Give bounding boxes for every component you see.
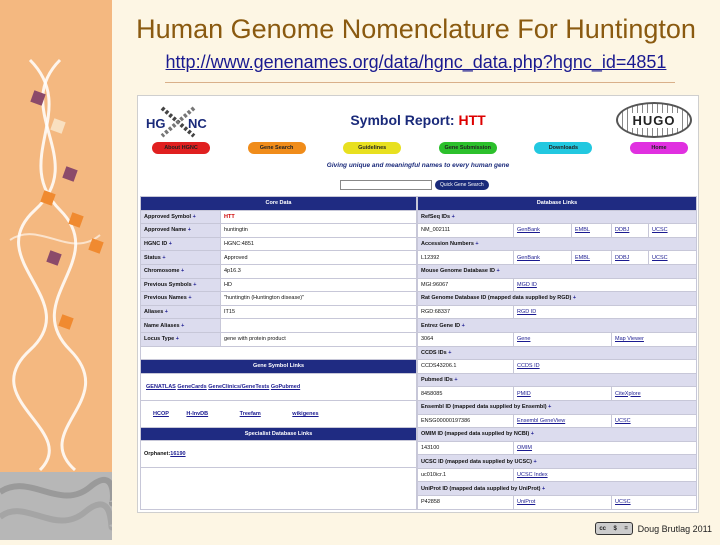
quick-search	[340, 180, 489, 190]
core-label	[141, 278, 221, 292]
logo-hg-text: HG	[146, 116, 166, 131]
genbank-link[interactable]: GenBank	[514, 224, 572, 238]
row-label: Previous Symbols	[144, 281, 192, 288]
map-viewer-link[interactable]: Map Viewer	[612, 332, 697, 346]
section-label: OMIM ID (mapped data supplied by NCBI)	[421, 431, 530, 438]
expand-plus[interactable]: +	[168, 241, 172, 248]
core-label	[141, 237, 221, 251]
title-divider	[165, 82, 675, 83]
creative-commons-icon: cc $ =	[595, 522, 633, 535]
section-label: Ensembl ID (mapped data supplied by Ensembl)	[421, 404, 547, 411]
ensembl-id: ENSG00000197386	[418, 414, 514, 428]
credit	[595, 522, 712, 535]
expand-plus[interactable]: +	[448, 349, 452, 356]
chromosome-value: 4p16.3	[221, 264, 417, 278]
swirl-graphic	[0, 472, 112, 540]
source-url-link[interactable]: http://www.genenames.org/data/hgnc_data.php?hgnc_id=4851	[165, 52, 667, 72]
nav-gene-search-button[interactable]: Gene Search	[248, 142, 306, 154]
ensembl-header	[418, 400, 697, 414]
row-label: Status	[144, 254, 161, 261]
accession-id: L12392	[418, 251, 514, 265]
rgd-link[interactable]: RGD ID	[514, 305, 697, 319]
expand-plus[interactable]: +	[188, 295, 192, 302]
nav-bar	[152, 142, 688, 154]
ccds-link[interactable]: CCDS ID	[514, 360, 697, 374]
hgnc-id-value: HGNC:4851	[221, 237, 417, 251]
uniprot-link[interactable]: UniProt	[514, 496, 612, 510]
database-links-table	[417, 196, 697, 510]
hcop-link[interactable]: HCOP	[153, 410, 169, 417]
section-label: Entrez Gene ID	[421, 322, 461, 329]
report-label: Symbol Report:	[350, 112, 455, 128]
hinvdb-link[interactable]: H-InvDB	[186, 410, 209, 417]
pubmed-header	[418, 373, 697, 387]
expand-plus[interactable]: +	[548, 404, 552, 411]
row-label: Aliases	[144, 309, 164, 316]
nav-guidelines-button[interactable]: Guidelines	[343, 142, 401, 154]
entrez-header	[418, 319, 697, 333]
hugo-logo	[616, 102, 692, 138]
core-label	[141, 210, 221, 224]
orphanet-row	[141, 441, 417, 468]
embl-link[interactable]: EMBL	[572, 251, 612, 265]
genatlas-link[interactable]: GENATLAS	[146, 383, 176, 390]
core-label	[141, 319, 221, 333]
row-label: Approved Name	[144, 227, 187, 234]
ucsc-link[interactable]: UCSC	[649, 251, 697, 265]
orphanet-link[interactable]: 16190	[170, 451, 186, 458]
expand-plus[interactable]: +	[192, 213, 196, 220]
pubmed-id: 8458085	[418, 387, 514, 401]
uniprot-id: P42858	[418, 496, 514, 510]
wikigenes-link[interactable]: wikigenes	[292, 410, 319, 417]
mgd-link[interactable]: MGD ID	[514, 278, 697, 292]
expand-plus[interactable]: +	[542, 485, 546, 492]
ucsc-link[interactable]: UCSC	[649, 224, 697, 238]
approved-name-value: huntingtin	[221, 224, 417, 238]
specialist-db-header: Specialist Database Links	[141, 427, 417, 441]
refseq-id: NM_002111	[418, 224, 514, 238]
status-value: Approved	[221, 251, 417, 265]
section-label: Rat Genome Database ID (mapped data supplied by RGD)	[421, 295, 572, 302]
expand-plus[interactable]: +	[164, 309, 169, 316]
ucsc-id: uc010icr.1	[418, 468, 514, 482]
expand-plus[interactable]: +	[530, 431, 534, 438]
ddbj-link[interactable]: DDBJ	[612, 224, 649, 238]
spacer-row	[141, 346, 417, 360]
ucsc-link[interactable]: UCSC	[612, 414, 697, 428]
refseq-header	[418, 210, 697, 224]
database-links-header: Database Links	[418, 197, 697, 211]
quick-search-button[interactable]: Quick Gene Search	[435, 180, 489, 190]
ensembl-geneview-link[interactable]: Ensembl GeneView	[514, 414, 612, 428]
previous-symbols-value: HD	[221, 278, 417, 292]
previous-names-value: "huntingtin (Huntington disease)"	[221, 292, 417, 306]
row-label: Approved Symbol	[144, 213, 192, 220]
ddbj-link[interactable]: DDBJ	[612, 251, 649, 265]
nav-about-button[interactable]: About HGNC	[152, 142, 210, 154]
credit-text: Doug Brutlag 2011	[637, 523, 712, 534]
core-label	[141, 332, 221, 346]
rgd-id: RGD:68337	[418, 305, 514, 319]
expand-plus[interactable]: +	[461, 322, 465, 329]
expand-plus[interactable]: +	[533, 458, 537, 465]
decorative-sidebar	[0, 0, 112, 540]
core-label	[141, 251, 221, 265]
expand-plus[interactable]: +	[454, 377, 458, 384]
section-label: Mouse Genome Database ID	[421, 268, 495, 275]
section-label: Pubmed IDs	[421, 377, 453, 384]
mgd-header	[418, 264, 697, 278]
nav-downloads-button[interactable]: Downloads	[534, 142, 592, 154]
row-label: Name Aliases	[144, 322, 180, 329]
citexplore-link[interactable]: CiteXplore	[612, 387, 697, 401]
expand-plus[interactable]: +	[181, 322, 185, 329]
treefam-link[interactable]: Treefam	[239, 410, 261, 417]
rgd-header	[418, 292, 697, 306]
ucsc-header	[418, 455, 697, 469]
orphanet-label: Orphanet:	[144, 451, 171, 458]
genecards-link[interactable]: GeneCards	[177, 383, 207, 390]
accession-header	[418, 237, 697, 251]
gene-link[interactable]: Gene	[514, 332, 612, 346]
name-aliases-value	[221, 319, 417, 333]
core-label	[141, 305, 221, 319]
expand-plus[interactable]: +	[496, 268, 500, 275]
empty-row	[141, 468, 417, 510]
uniprot-header	[418, 482, 697, 496]
report-gene: HTT	[458, 112, 486, 128]
approved-symbol-value: HTT	[221, 210, 417, 224]
dna-strand-graphic	[0, 0, 112, 540]
nav-home-button[interactable]: Home	[630, 142, 688, 154]
section-label: UCSC ID (mapped data supplied by UCSC)	[421, 458, 532, 465]
decorative-bottom-band	[0, 472, 112, 540]
core-label	[141, 264, 221, 278]
expand-plus[interactable]: +	[451, 213, 455, 220]
geneclinics-link[interactable]: GeneClinics/GeneTests	[208, 383, 270, 390]
ucsc-index-link[interactable]: UCSC Index	[514, 468, 697, 482]
core-data-header: Core Data	[141, 197, 417, 211]
row-label: Chromosome	[144, 268, 180, 275]
omim-header	[418, 428, 697, 442]
entrez-id: 3064	[418, 332, 514, 346]
genbank-link[interactable]: GenBank	[514, 251, 572, 265]
gsl-row-2	[141, 400, 417, 427]
row-label: HGNC ID	[144, 241, 168, 248]
row-label: Previous Names	[144, 295, 187, 302]
expand-plus[interactable]: +	[193, 281, 197, 288]
embl-link[interactable]: EMBL	[572, 224, 612, 238]
core-data-table	[140, 196, 417, 510]
core-label	[141, 224, 221, 238]
gopubmed-link[interactable]: GoPubmed	[270, 383, 301, 390]
gene-symbol-links-header: Gene Symbol Links	[141, 360, 417, 374]
section-label: RefSeq IDs	[421, 213, 451, 220]
mgd-id: MGI:96067	[418, 278, 514, 292]
hugo-text: HUGO	[630, 113, 679, 128]
pmid-link[interactable]: PMID	[514, 387, 612, 401]
locus-type-value: gene with protein product	[221, 332, 417, 346]
section-label: CCDS IDs	[421, 349, 447, 356]
logo-nc-text: NC	[188, 116, 207, 131]
expand-plus[interactable]: +	[180, 268, 185, 275]
core-label	[141, 292, 221, 306]
row-label: Locus Type	[144, 336, 175, 343]
expand-plus[interactable]: +	[187, 227, 191, 234]
aliases-value: IT15	[221, 305, 417, 319]
section-label: Accession Numbers	[421, 241, 474, 248]
section-label: UniProt ID (mapped data supplied by UniProt)	[421, 485, 541, 492]
expand-plus[interactable]: +	[572, 295, 577, 302]
nav-gene-submission-button[interactable]: Gene Submission	[439, 142, 497, 154]
omim-id: 143100	[418, 441, 514, 455]
expand-plus[interactable]: +	[175, 336, 179, 343]
gsl-row-1	[141, 373, 417, 400]
tagline: Giving unique and meaningful names to every human gene	[326, 162, 510, 169]
slide-title: Human Genome Nomenclature For Huntington	[136, 14, 696, 44]
ucsc-link[interactable]: UCSC	[612, 496, 697, 510]
omim-link[interactable]: OMIM	[514, 441, 697, 455]
quick-search-input[interactable]	[340, 180, 432, 190]
ccds-header	[418, 346, 697, 360]
expand-plus[interactable]: +	[475, 241, 479, 248]
ccds-id: CCDS43206.1	[418, 360, 514, 374]
hgnc-screenshot	[137, 95, 699, 513]
symbol-report-title	[138, 112, 698, 128]
expand-plus[interactable]: +	[162, 254, 166, 261]
